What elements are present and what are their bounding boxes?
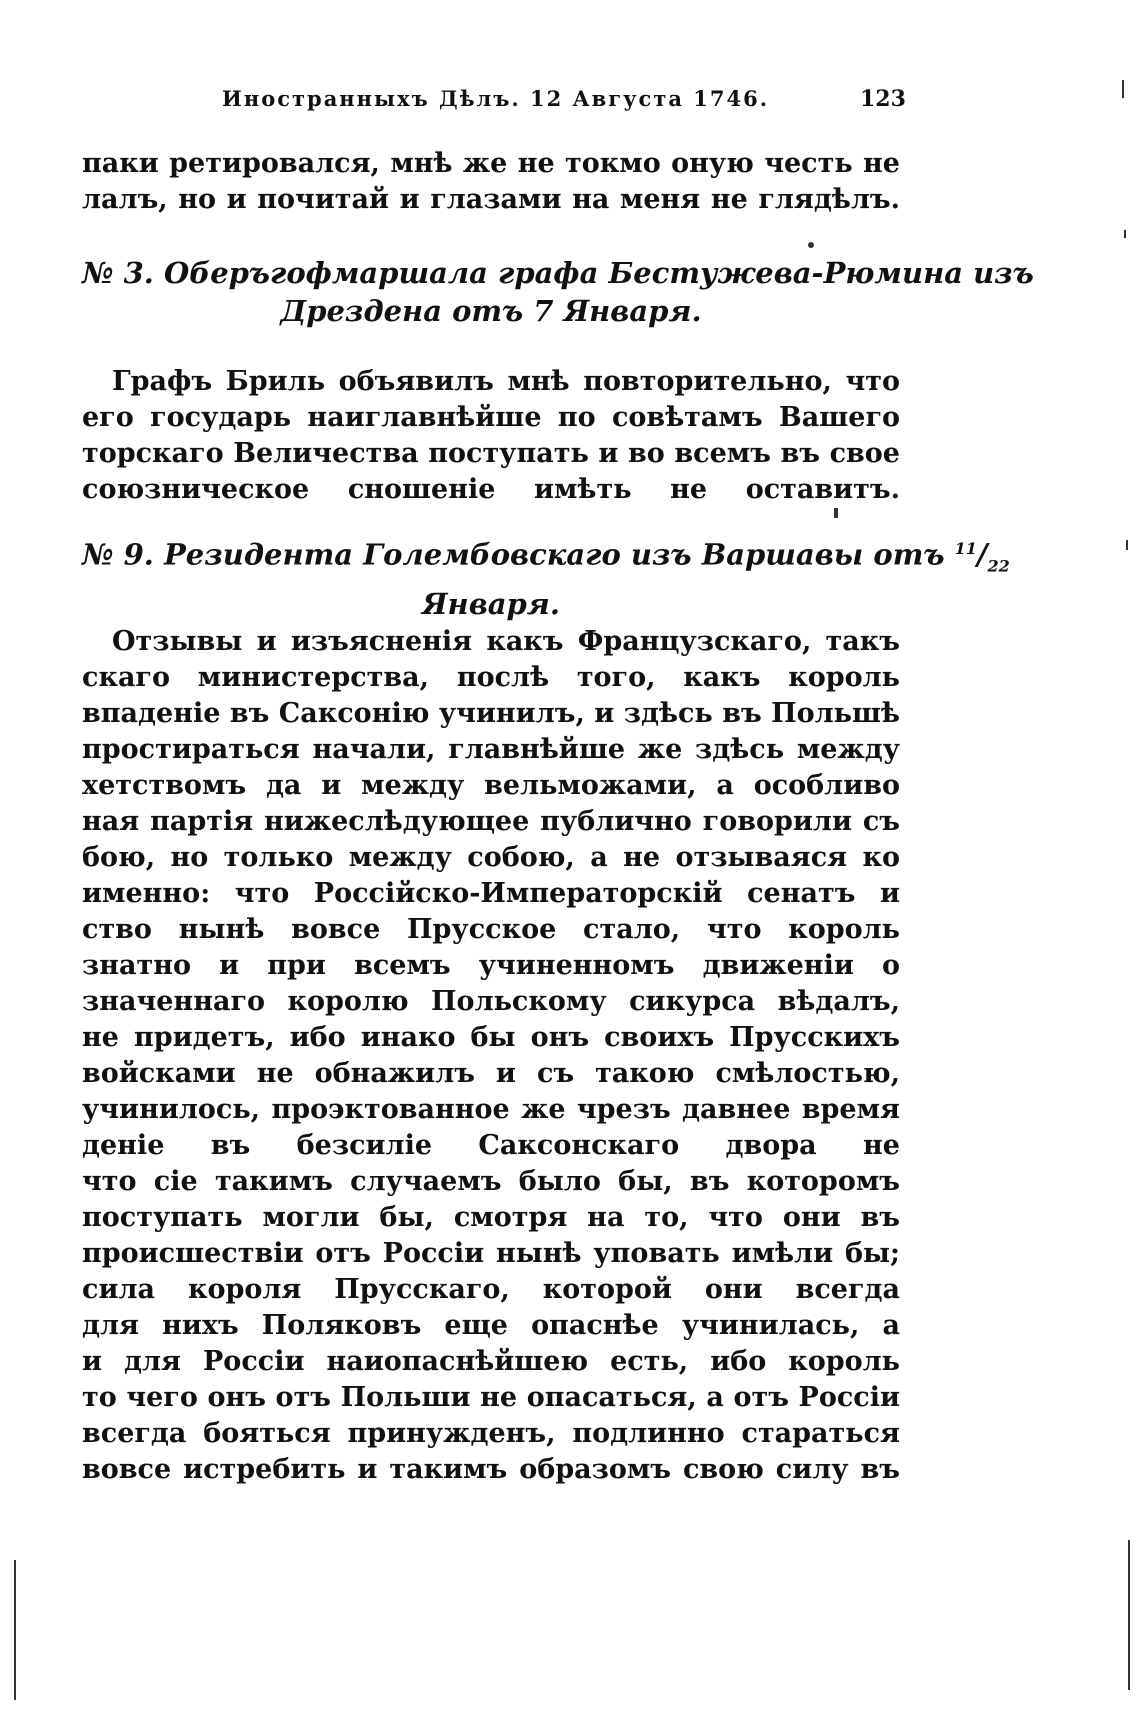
text-line: простираться начали, главнѣйше же здѣсь между bbox=[82, 734, 900, 765]
text-line: союзническое сношеніе имѣть не оставитъ. bbox=[82, 474, 900, 505]
text-line: Графъ Бриль объявилъ мнѣ повторительно, что bbox=[112, 366, 900, 397]
section-9-heading-line-2: Января. bbox=[421, 587, 560, 622]
date-denominator: 22 bbox=[987, 556, 1010, 576]
text-line: лалъ, но и почитай и глазами на меня не глядѣлъ. bbox=[82, 184, 900, 215]
text-line: его государь наиглавнѣйше по совѣтамъ Вашего bbox=[82, 402, 900, 433]
scan-artifact bbox=[834, 508, 838, 518]
text-line: не придетъ, ибо инако бы онъ своихъ Прусскихъ bbox=[82, 1022, 900, 1053]
text-line: именно: что Россійско-Императорскій сенатъ и bbox=[82, 878, 900, 909]
section-3-paragraph bbox=[82, 364, 900, 508]
text-line: и для Россіи наиопаснѣйшею есть, ибо король bbox=[82, 1346, 900, 1377]
page-number: 123 bbox=[860, 86, 906, 112]
text-line: Отзывы и изъясненія какъ Французскаго, такъ bbox=[112, 626, 900, 657]
text-line: происшествіи отъ Россіи нынѣ уповать имѣли бы; bbox=[82, 1238, 900, 1269]
text-line: учинилось, проэктованное же чрезъ давнее время bbox=[82, 1094, 900, 1125]
text-line: сила короля Прусскаго, которой они всегда bbox=[82, 1274, 900, 1305]
text-line: всегда бояться принужденъ, подлинно стараться bbox=[82, 1418, 900, 1449]
text-line: ство нынѣ вовсе Прусское стало, что король bbox=[82, 914, 900, 945]
date-numerator: 11 bbox=[954, 539, 977, 558]
section-9-heading-text: № 9. Резидента Голембовскаго изъ Варшавы отъ bbox=[82, 537, 945, 572]
text-line: поступать могли бы, смотря на то, что они въ bbox=[82, 1202, 900, 1233]
scan-artifact bbox=[1124, 230, 1126, 238]
text-line: ная партія нижеслѣдующее публично говорили съ bbox=[82, 806, 900, 837]
text-line: для нихъ Поляковъ еще опаснѣе учинилась, а bbox=[82, 1310, 900, 1341]
text-line: значеннаго королю Польскому сикурса вѣдалъ, bbox=[82, 986, 900, 1017]
scan-artifact bbox=[14, 1560, 16, 1700]
scan-artifact bbox=[1128, 1540, 1130, 1690]
section-9-heading bbox=[82, 530, 1010, 623]
section-3-heading bbox=[82, 254, 1034, 330]
text-line: впаденіе въ Саксонію учинилъ, и здѣсь въ Польшѣ bbox=[82, 698, 900, 729]
text-line: деніе въ безсиліе Саксонскаго двора не bbox=[82, 1130, 900, 1161]
section-3-heading-line-2: Дрездена отъ 7 Января. bbox=[280, 294, 702, 328]
text-line: то чего онъ отъ Польши не опасаться, а отъ Россіи bbox=[82, 1382, 900, 1413]
section-9-paragraph bbox=[82, 624, 900, 1488]
scan-artifact bbox=[1126, 540, 1128, 550]
section-9-heading-line-1: № 9. Резидента Голембовскаго изъ Варшавы отъ $^{11}/_{22}$ bbox=[82, 537, 1010, 576]
scan-artifact bbox=[808, 242, 814, 248]
text-line: знатно и при всемъ учиненномъ движеніи о bbox=[82, 950, 900, 981]
text-line: торскаго Величества поступать и во всемъ въ свое bbox=[82, 438, 900, 469]
text-line: хетствомъ да и между вельможами, а особливо bbox=[82, 770, 900, 801]
text-line: вовсе истребить и такимъ образомъ свою силу въ bbox=[82, 1454, 900, 1485]
running-title: Иностранныхъ Дѣлъ. 12 Августа 1746. bbox=[222, 86, 770, 111]
text-line: скаго министерства, послѣ того, какъ король bbox=[82, 662, 900, 693]
text-line: паки ретировался, мнѣ же не токмо оную честь не bbox=[82, 148, 900, 179]
text-line: бою, но только между собою, а не отзываяся ко bbox=[82, 842, 900, 873]
text-line: войсками не обнажилъ и съ такою смѣлостью, bbox=[82, 1058, 900, 1089]
opening-paragraph bbox=[82, 146, 900, 218]
section-3-heading-line-1: № 3. Оберъгофмаршала графа Бестужева-Рюмина изъ bbox=[82, 256, 1034, 290]
text-line: что сіе такимъ случаемъ было бы, въ которомъ bbox=[82, 1166, 900, 1197]
scan-artifact bbox=[1122, 80, 1124, 98]
